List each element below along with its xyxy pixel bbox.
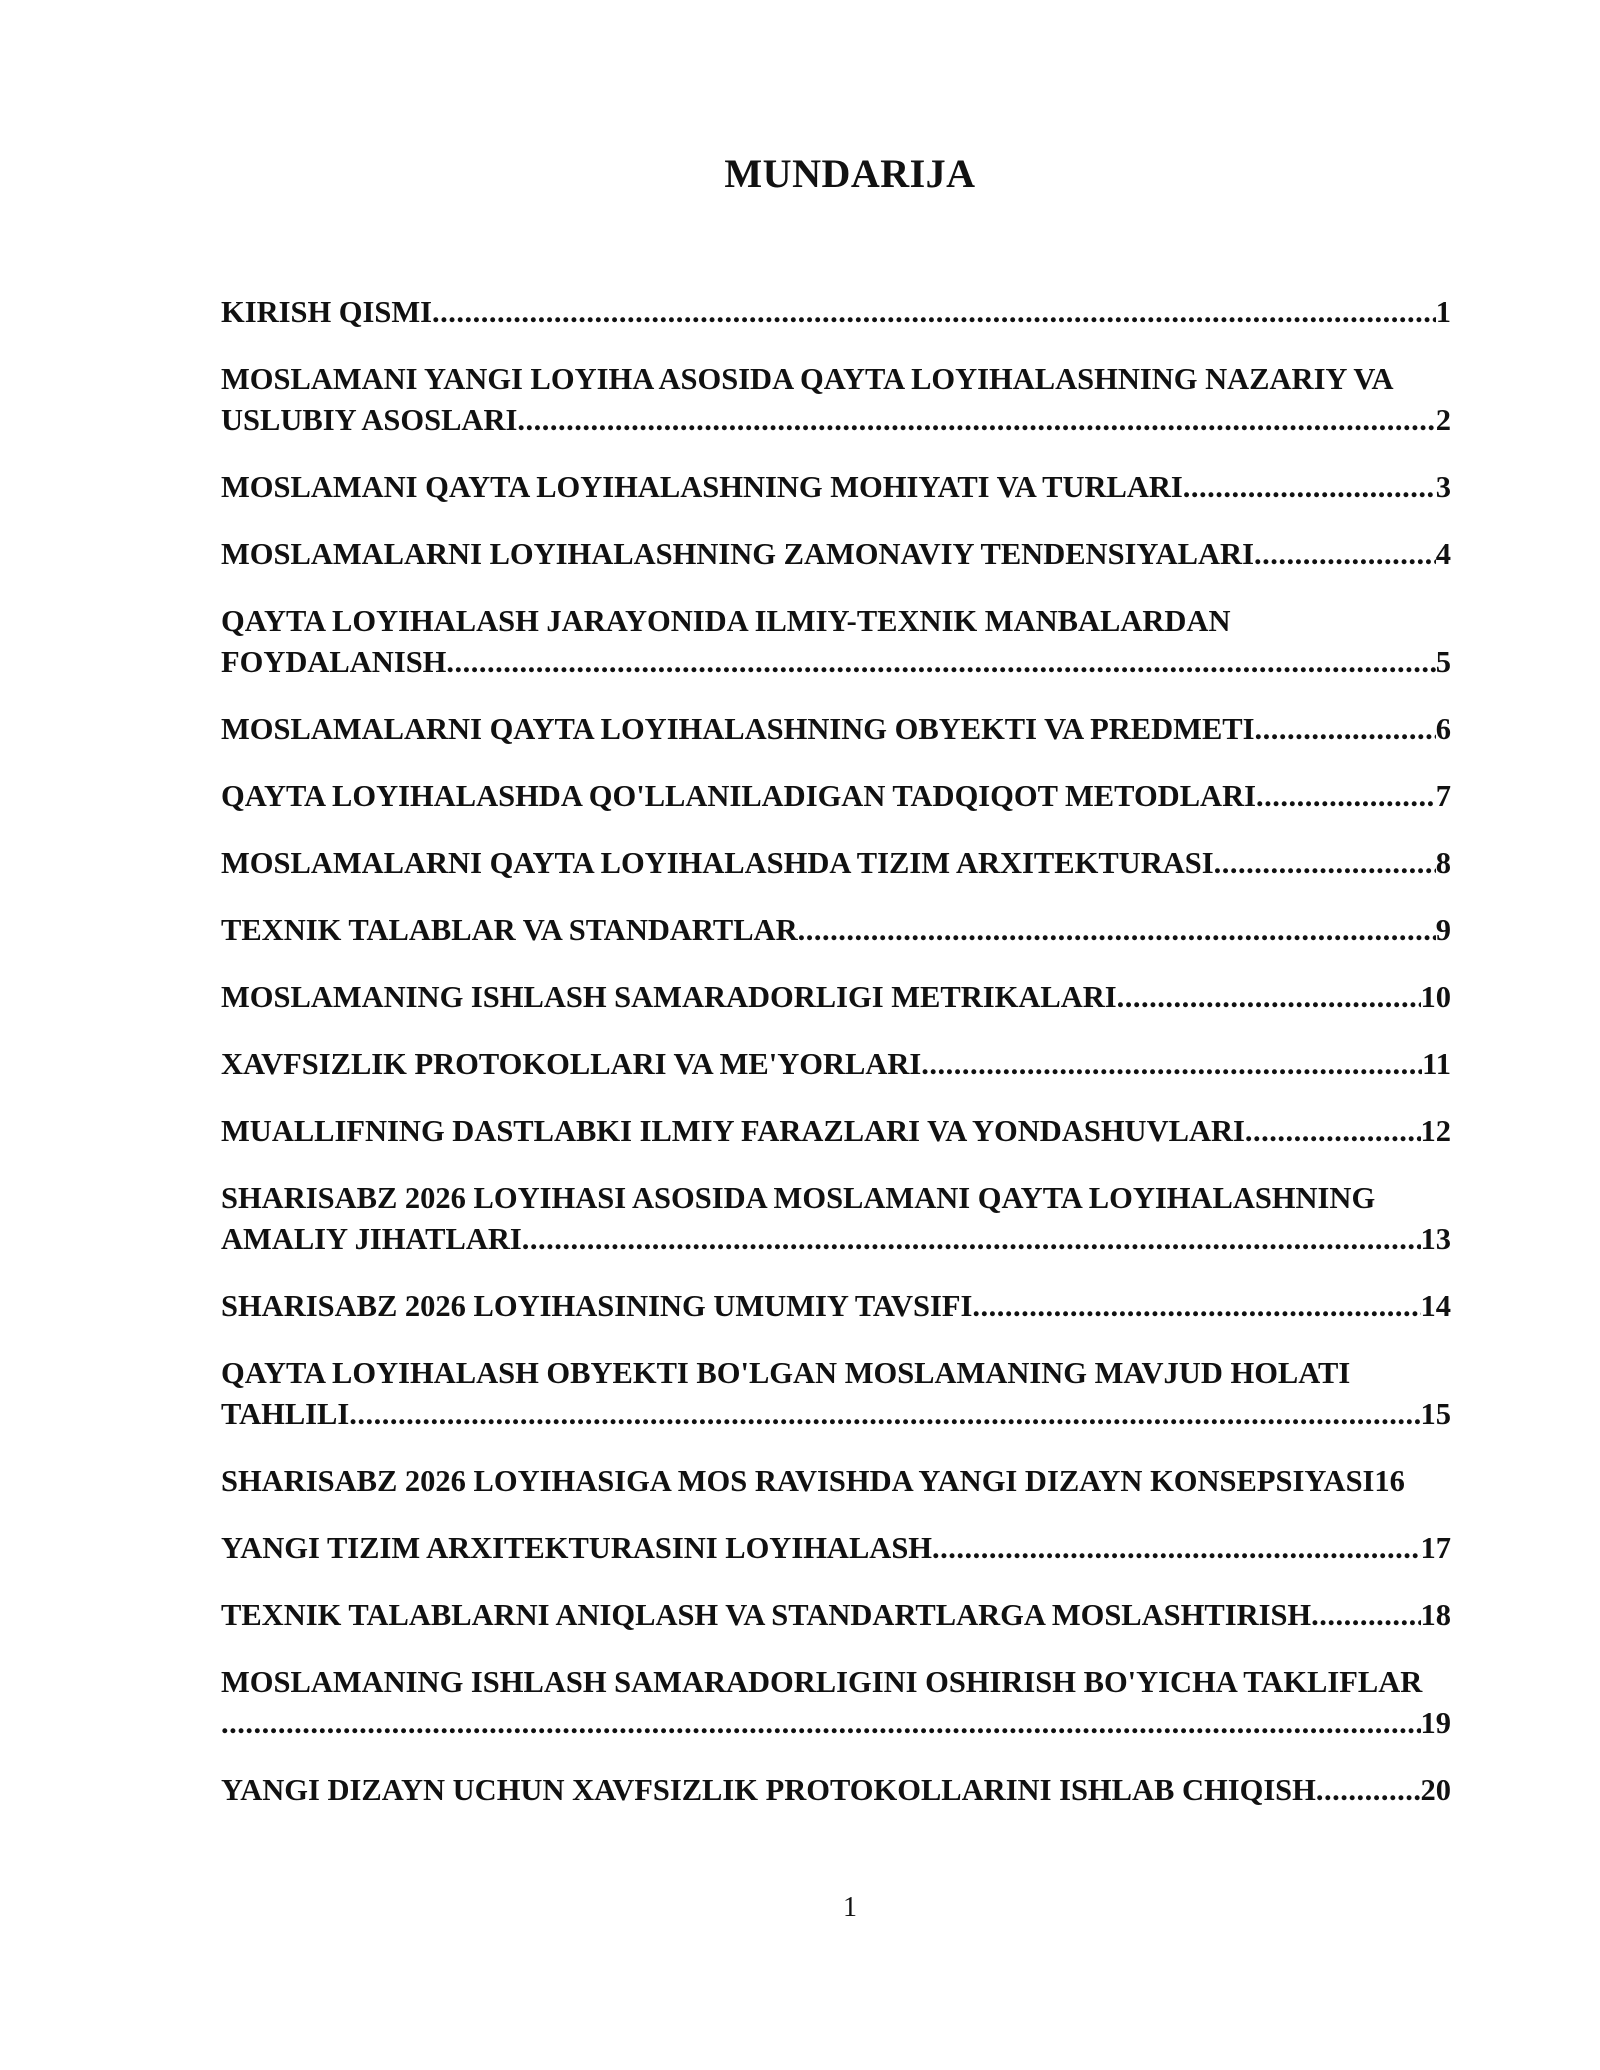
dot-leader	[221, 1703, 1421, 1744]
toc-entry-17[interactable]	[221, 1528, 1451, 1569]
dot-leader	[1183, 467, 1436, 508]
toc-entry-text: TEXNIK TALABLARNI ANIQLASH VA STANDARTLARGA MOSLASHTIRISH	[221, 1598, 1312, 1632]
dot-leader	[798, 910, 1436, 951]
toc-entry-11[interactable]	[221, 1044, 1451, 1085]
toc-page-number: 4	[1435, 537, 1451, 571]
toc-page-number: 20	[1420, 1773, 1451, 1807]
toc-page-number: 14	[1420, 1289, 1451, 1323]
toc-page-number: 17	[1420, 1531, 1451, 1565]
dot-leader	[921, 1044, 1422, 1085]
toc-entry-text: YANGI TIZIM ARXITEKTURASINI LOYIHALASH	[221, 1531, 933, 1565]
toc-entry-text: XAVFSIZLIK PROTOKOLLARI VA ME'YORLARI	[221, 1047, 922, 1081]
toc-page-number: 9	[1435, 913, 1451, 947]
toc-entry-text: USLUBIY ASOSLARI	[221, 403, 518, 437]
page-number-footer: 1	[843, 1892, 857, 1923]
toc-page-number: 15	[1420, 1397, 1451, 1431]
toc-page-number: 2	[1435, 403, 1451, 437]
toc-entry-text: MOSLAMALARNI QAYTA LOYIHALASHNING OBYEKTI VA PREDMETI	[221, 712, 1255, 746]
dot-leader	[1214, 843, 1436, 884]
toc-page-number: 1	[1435, 295, 1451, 329]
dot-leader	[1311, 1595, 1420, 1636]
toc-page-number: 3	[1435, 470, 1451, 504]
toc-entry-20[interactable]	[221, 1770, 1451, 1811]
toc-entry-9[interactable]	[221, 910, 1451, 951]
toc-entry-text: KIRISH QISMI	[221, 295, 433, 329]
dot-leader	[932, 1528, 1420, 1569]
toc-entry-text: MOSLAMANING ISHLASH SAMARADORLIGI METRIKALARI	[221, 980, 1117, 1014]
toc-page-number: 16	[1374, 1464, 1405, 1498]
toc-entry-text-line1: MOSLAMANI YANGI LOYIHA ASOSIDA QAYTA LOYIHALASHNING NAZARIY VA	[221, 362, 1394, 396]
toc-entry-text-line1: QAYTA LOYIHALASH JARAYONIDA ILMIY-TEXNIK MANBALARDAN	[221, 604, 1231, 638]
toc-page-number: 11	[1422, 1047, 1451, 1081]
table-of-contents	[221, 292, 1451, 1837]
dot-leader	[349, 1394, 1420, 1435]
toc-entry-5[interactable]	[221, 601, 1451, 683]
toc-entry-text: FOYDALANISH	[221, 645, 447, 679]
toc-entry-14[interactable]	[221, 1286, 1451, 1327]
toc-entry-text: QAYTA LOYIHALASHDA QO'LLANILADIGAN TADQIQOT METODLARI	[221, 779, 1256, 813]
toc-entry-12[interactable]	[221, 1111, 1451, 1152]
toc-entry-19[interactable]	[221, 1662, 1451, 1744]
toc-page-number: 13	[1420, 1222, 1451, 1256]
toc-entry-18[interactable]	[221, 1595, 1451, 1636]
toc-page-number: 7	[1435, 779, 1451, 813]
toc-entry-13[interactable]	[221, 1178, 1451, 1260]
toc-entry-text-line1: MOSLAMANING ISHLASH SAMARADORLIGINI OSHIRISH BO'YICHA TAKLIFLAR	[221, 1665, 1423, 1699]
toc-page-number: 8	[1435, 846, 1451, 880]
toc-entry-text: TEXNIK TALABLAR VA STANDARTLAR	[221, 913, 798, 947]
toc-entry-text: MUALLIFNING DASTLABKI ILMIY FARAZLARI VA YONDASHUVLARI	[221, 1114, 1245, 1148]
dot-leader	[517, 400, 1435, 441]
page-title: MUNDARIJA	[724, 151, 976, 196]
dot-leader	[1254, 534, 1436, 575]
toc-entry-15[interactable]	[221, 1353, 1451, 1435]
toc-page-number: 19	[1420, 1706, 1451, 1740]
toc-entry-10[interactable]	[221, 977, 1451, 1018]
toc-entry-text: MOSLAMALARNI LOYIHALASHNING ZAMONAVIY TENDENSIYALARI	[221, 537, 1254, 571]
toc-page-number: 10	[1420, 980, 1451, 1014]
dot-leader	[1117, 977, 1421, 1018]
toc-page-number: 12	[1420, 1114, 1451, 1148]
toc-entry-text: SHARISABZ 2026 LOYIHASINING UMUMIY TAVSIFI	[221, 1289, 973, 1323]
toc-entry-text: TAHLILI	[221, 1397, 350, 1431]
toc-entry-6[interactable]	[221, 709, 1451, 750]
toc-entry-text: YANGI DIZAYN UCHUN XAVFSIZLIK PROTOKOLLARINI ISHLAB CHIQISH	[221, 1773, 1316, 1807]
toc-entry-text-line1: QAYTA LOYIHALASH OBYEKTI BO'LGAN MOSLAMANING MAVJUD HOLATI	[221, 1356, 1351, 1390]
dot-leader	[1255, 709, 1436, 750]
toc-entry-4[interactable]	[221, 534, 1451, 575]
dot-leader	[522, 1219, 1421, 1260]
toc-entry-16[interactable]	[221, 1461, 1451, 1502]
dot-leader	[432, 292, 1436, 333]
toc-entry-8[interactable]	[221, 843, 1451, 884]
toc-entry-text: SHARISABZ 2026 LOYIHASIGA MOS RAVISHDA YANGI DIZAYN KONSEPSIYASI	[221, 1464, 1375, 1498]
toc-entry-2[interactable]	[221, 359, 1451, 441]
dot-leader	[446, 642, 1435, 683]
toc-entry-3[interactable]	[221, 467, 1451, 508]
dot-leader	[1256, 776, 1436, 817]
toc-entry-text: AMALIY JIHATLARI	[221, 1222, 522, 1256]
toc-page-number: 5	[1435, 645, 1451, 679]
toc-entry-text: MOSLAMALARNI QAYTA LOYIHALASHDA TIZIM ARXITEKTURASI	[221, 846, 1214, 880]
toc-entry-text-line1: SHARISABZ 2026 LOYIHASI ASOSIDA MOSLAMANI QAYTA LOYIHALASHNING	[221, 1181, 1376, 1215]
toc-entry-text: MOSLAMANI QAYTA LOYIHALASHNING MOHIYATI VA TURLARI	[221, 470, 1183, 504]
dot-leader	[1316, 1770, 1421, 1811]
toc-page-number: 6	[1435, 712, 1451, 746]
toc-page-number: 18	[1420, 1598, 1451, 1632]
toc-entry-7[interactable]	[221, 776, 1451, 817]
toc-entry-1[interactable]	[221, 292, 1451, 333]
dot-leader	[1245, 1111, 1421, 1152]
dot-leader	[972, 1286, 1420, 1327]
